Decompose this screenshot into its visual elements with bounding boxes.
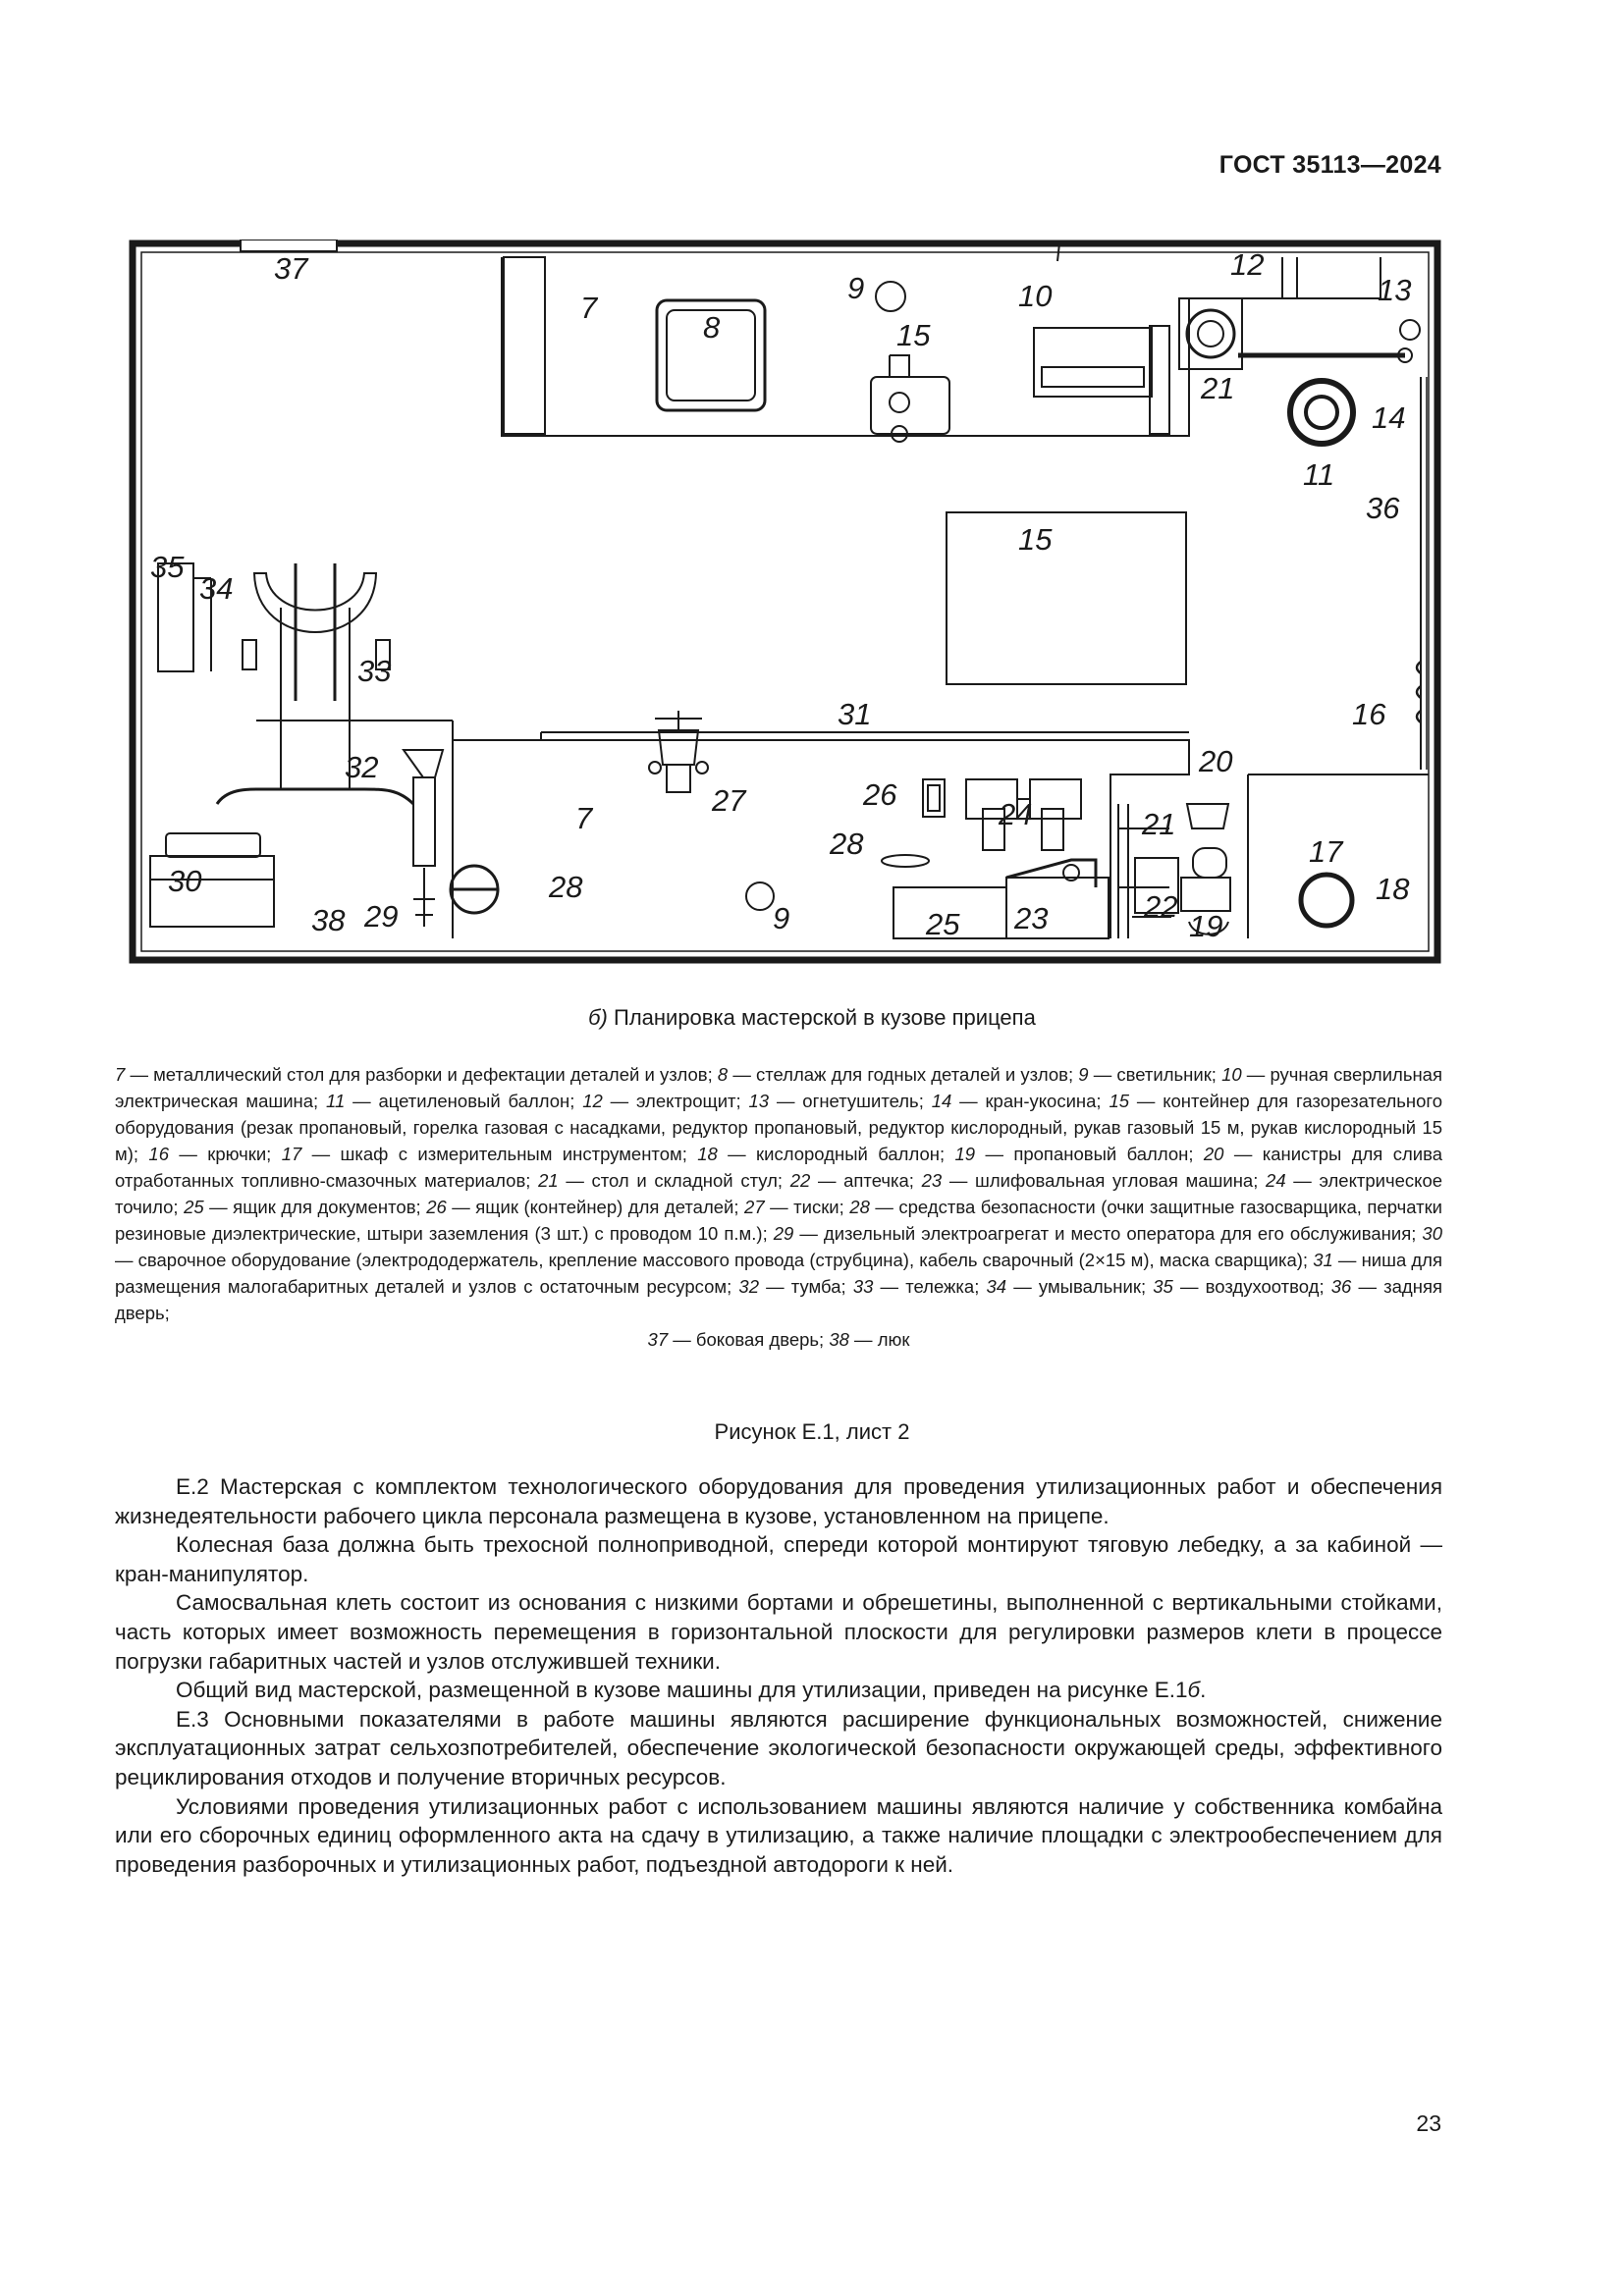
legend-text: — кран-укосина; — [951, 1091, 1110, 1111]
label-28-left: 28 — [549, 870, 583, 904]
legend-num: 12 — [582, 1091, 603, 1111]
acetylene-cylinder — [1290, 381, 1353, 444]
label-15-center: 15 — [1018, 522, 1053, 557]
gas-container-small — [871, 377, 949, 434]
document-standard-number: ГОСТ 35113—2024 — [1218, 151, 1441, 179]
legend-text: — дизельный электроагрегат и место оператора для его обслуживания; — [793, 1223, 1423, 1244]
legend-text: — люк — [848, 1329, 910, 1350]
first-aid-kit — [1181, 878, 1230, 911]
paragraph-dump-cage: Самосвальная клеть состоит из основания с низкими бортами и обрешетины, выполненной с вертикальными стойками, часть которых имеет возможность перемещения в горизонтальной плоскости для регулировки размеров клети в процессе погрузки габаритных частей и узлов отслужившей техники. — [115, 1590, 1442, 1674]
label-27: 27 — [712, 783, 746, 818]
legend-num: 33 — [852, 1276, 874, 1297]
safety-gear-glasses — [882, 855, 929, 867]
caption-text: Планировка мастерской в кузове прицепа — [614, 1005, 1036, 1030]
label-14: 14 — [1372, 400, 1406, 435]
side-door — [241, 240, 337, 251]
legend-text: — канистры для слива отработанных топливно-смазочных материалов; — [115, 1144, 1442, 1191]
label-34: 34 — [199, 571, 234, 606]
legend-text: — электрощит; — [602, 1091, 749, 1111]
label-25: 25 — [926, 907, 960, 941]
legend-num: 9 — [1078, 1064, 1089, 1085]
label-15-top: 15 — [896, 318, 931, 352]
figure-ref-letter: б — [1187, 1678, 1201, 1703]
label-9-bottom: 9 — [773, 901, 790, 935]
label-26: 26 — [863, 777, 897, 812]
legend-text: — ниша для размещения малогабаритных деталей и узлов с остаточным ресурсом; — [115, 1250, 1442, 1297]
label-20: 20 — [1199, 744, 1233, 778]
oxygen-cylinder — [1301, 875, 1352, 926]
legend-text: — тумба; — [758, 1276, 853, 1297]
paragraph-e2: Е.2 Мастерская с комплектом технологического оборудования для проведения утилизационных работ и обеспечения жизнедеятельности рабочего цикла персонала размещена в кузове, установленном на прицепе. — [115, 1474, 1442, 1528]
legend-text: — светильник; — [1088, 1064, 1222, 1085]
legend-num: 20 — [1203, 1144, 1224, 1164]
legend-num: 7 — [115, 1064, 126, 1085]
legend-text: — стол и складной стул; — [558, 1170, 790, 1191]
legend-text: — аптечка; — [810, 1170, 922, 1191]
legend-num: 35 — [1153, 1276, 1173, 1297]
legend-text: — пропановый баллон; — [975, 1144, 1204, 1164]
legend-text: — металлический стол для разборки и дефектации деталей и узлов; — [125, 1064, 718, 1085]
legend-num: 26 — [426, 1197, 447, 1217]
trolley — [254, 573, 376, 632]
legend-num: 21 — [538, 1170, 559, 1191]
pedestal — [404, 750, 443, 777]
legend-last-line — [115, 1326, 1442, 1353]
label-16: 16 — [1352, 697, 1386, 731]
figure-ref-text: Общий вид мастерской, размещенной в кузове машины для утилизации, приведен на рисунке Е.1 — [176, 1678, 1188, 1703]
legend-num: 30 — [1422, 1223, 1442, 1244]
body-text — [115, 1472, 1442, 1879]
label-9-top: 9 — [847, 271, 865, 305]
legend-text: — кислородный баллон; — [717, 1144, 955, 1164]
gas-container — [947, 512, 1186, 684]
legend-text: — задняя дверь; — [115, 1276, 1442, 1323]
label-28-center: 28 — [830, 827, 864, 861]
label-38: 38 — [311, 903, 346, 937]
label-22: 22 — [1144, 889, 1178, 924]
legend-text: — средства безопасности (очки защитные газосварщика, перчатки резиновые диэлектрические, штыри заземления (3 шт.) с проводом 10 п.м.); — [115, 1197, 1442, 1244]
legend-num: 10 — [1221, 1064, 1242, 1085]
paragraph-e3: Е.3 Основными показателями в работе машины являются расширение функциональных возможностей, снижение эксплуатационных затрат сельхозпотребителей, обеспечение экологической безопасности окружающей среды, эффективного рециклирования отходов и получение вторичных ресурсов. — [115, 1706, 1442, 1789]
label-12: 12 — [1230, 247, 1265, 282]
label-37: 37 — [274, 251, 308, 286]
legend-num: 15 — [1109, 1091, 1130, 1111]
legend-text: — электрическое точило; — [115, 1170, 1443, 1217]
caption-letter: б) — [588, 1005, 608, 1030]
paragraph-wheelbase: Колесная база должна быть трехосной полноприводной, спереди которой монтируют тяговую лебедку, а за кабиной — кран-манипулятор. — [115, 1532, 1442, 1586]
label-17: 17 — [1309, 834, 1343, 869]
legend-text: — умывальник; — [1006, 1276, 1154, 1297]
page-number: 23 — [1416, 2110, 1441, 2136]
label-7-bottom: 7 — [575, 801, 593, 835]
label-21-top: 21 — [1201, 371, 1235, 405]
figure-title: Рисунок Е.1, лист 2 — [714, 1419, 910, 1444]
legend-text: — ацетиленовый баллон; — [345, 1091, 583, 1111]
label-31: 31 — [838, 697, 872, 731]
legend-num: 32 — [738, 1276, 759, 1297]
legend-text: — ручная сверлильная электрическая машина; — [115, 1064, 1442, 1111]
legend-text: — огнетушитель; — [769, 1091, 932, 1111]
label-11: 11 — [1303, 457, 1335, 492]
figure-ref-end: . — [1200, 1678, 1207, 1703]
label-8: 8 — [703, 310, 721, 345]
label-7-top: 7 — [580, 291, 598, 325]
legend-num: 17 — [281, 1144, 302, 1164]
label-35: 35 — [150, 550, 185, 584]
legend-num: 14 — [931, 1091, 952, 1111]
label-24: 24 — [999, 797, 1033, 831]
figure-caption — [0, 1005, 1624, 1031]
legend-text: — шлифовальная угловая машина; — [942, 1170, 1267, 1191]
legend-body — [115, 1064, 1442, 1323]
legend-text: — ящик (контейнер) для деталей; — [446, 1197, 745, 1217]
legend-num: 38 — [829, 1329, 849, 1350]
legend-num: 27 — [744, 1197, 765, 1217]
lamp-bottom — [746, 882, 774, 910]
legend-num: 28 — [849, 1197, 870, 1217]
legend-num: 13 — [748, 1091, 770, 1111]
legend-num: 22 — [789, 1170, 811, 1191]
legend-num: 25 — [184, 1197, 204, 1217]
label-33: 33 — [357, 654, 392, 688]
legend-text: — крючки; — [168, 1144, 282, 1164]
legend-text: — тиски; — [764, 1197, 850, 1217]
legend-text: — ящик для документов; — [203, 1197, 427, 1217]
legend-text: — боковая дверь; — [668, 1329, 830, 1350]
label-23: 23 — [1014, 901, 1049, 935]
label-36: 36 — [1366, 491, 1400, 525]
legend-text: — сварочное оборудование (электрододержатель, крепление массового провода (струбцина), кабель сварочный (2×15 м), маска сварщика); — [115, 1250, 1314, 1270]
legend-num: 34 — [986, 1276, 1007, 1297]
legend-num: 37 — [647, 1329, 669, 1350]
legend-num: 24 — [1266, 1170, 1286, 1191]
label-21-bottom: 21 — [1142, 807, 1176, 841]
label-18: 18 — [1376, 872, 1410, 906]
legend-num: 31 — [1313, 1250, 1333, 1270]
label-29: 29 — [364, 899, 399, 934]
legend-num: 11 — [326, 1091, 346, 1111]
legend-num: 18 — [697, 1144, 718, 1164]
legend-text: — стеллаж для годных деталей и узлов; — [728, 1064, 1079, 1085]
label-10: 10 — [1018, 279, 1053, 313]
workshop-floor-plan — [129, 240, 1441, 964]
legend-num: 19 — [954, 1144, 976, 1164]
label-19: 19 — [1189, 909, 1223, 943]
label-30: 30 — [168, 864, 202, 898]
legend-num: 23 — [921, 1170, 943, 1191]
legend-num: 16 — [148, 1144, 169, 1164]
legend-text: — воздухоотвод; — [1172, 1276, 1331, 1297]
paragraph-conditions: Условиями проведения утилизационных работ с использованием машины являются наличие у собственника комбайна или его сборочных единиц оформленного акта на сдачу в утилизацию, а также наличие площадки с электрообеспечением для проведения разборочных и утилизационных работ, подъездной автодороги к ней. — [115, 1793, 1442, 1877]
legend-num: 29 — [773, 1223, 794, 1244]
lamp-top — [876, 282, 905, 311]
legend-num: 8 — [717, 1064, 729, 1085]
legend-num: 36 — [1330, 1276, 1352, 1297]
label-32: 32 — [345, 750, 379, 784]
legend-text: — тележка; — [873, 1276, 987, 1297]
label-13: 13 — [1378, 273, 1412, 307]
legend-text: — контейнер для газорезательного оборудования (резак пропановый, горелка газовая с насадками, редуктор пропановый, редуктор кислородный, рукав газовый 15 м, рукав кислородный 15 м); — [115, 1091, 1443, 1164]
paragraph-figure-ref — [115, 1676, 1442, 1705]
legend-text: — шкаф с измерительным инструментом; — [301, 1144, 698, 1164]
vise — [655, 711, 702, 765]
fire-extinguisher — [1400, 320, 1420, 340]
figure-legend — [115, 1061, 1442, 1353]
fuel-canisters — [1187, 804, 1228, 828]
long-workbench — [453, 740, 1189, 938]
